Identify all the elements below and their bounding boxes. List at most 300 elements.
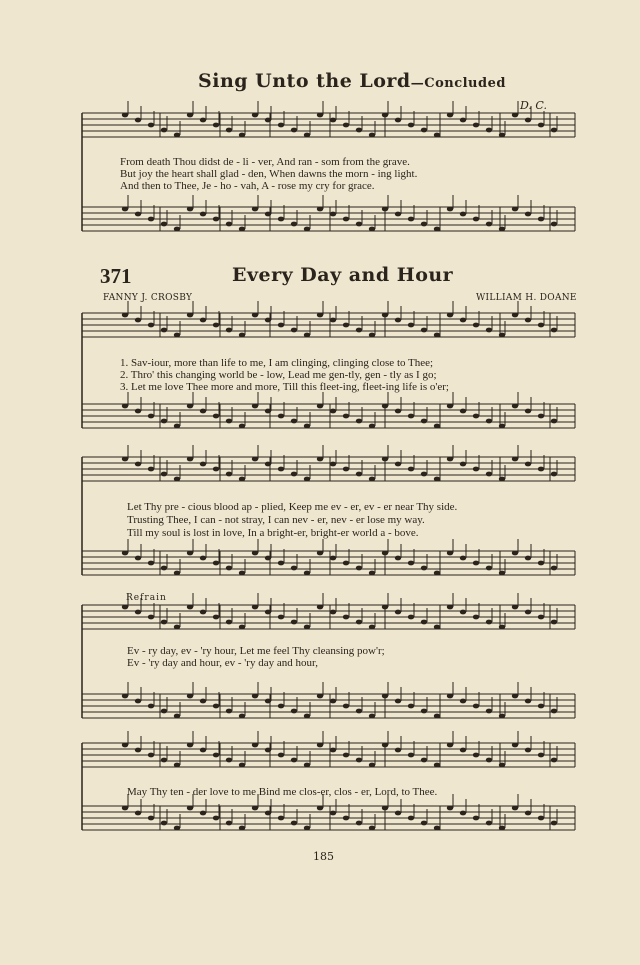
- note-head: [408, 615, 414, 620]
- note-head: [551, 472, 557, 477]
- note-head: [265, 699, 271, 704]
- note-head: [148, 753, 154, 758]
- note-head: [395, 318, 401, 323]
- note-head: [330, 699, 336, 704]
- verse2-line-2: Trusting Thee, I can - not stray, I can nev - er, nev - er lose my way.: [127, 514, 425, 526]
- note-head: [265, 118, 271, 123]
- note-head: [343, 816, 349, 821]
- note-head: [421, 419, 427, 424]
- note-head: [447, 404, 453, 409]
- note-head: [278, 323, 284, 328]
- note-head: [460, 610, 466, 615]
- note-head: [265, 409, 271, 414]
- note-head: [226, 419, 232, 424]
- note-head: [499, 424, 505, 429]
- note-head: [330, 811, 336, 816]
- note-head: [343, 123, 349, 128]
- note-head: [239, 333, 245, 338]
- note-head: [304, 477, 310, 482]
- note-head: [304, 424, 310, 429]
- note-head: [395, 409, 401, 414]
- note-head: [330, 118, 336, 123]
- note-head: [148, 467, 154, 472]
- note-head: [473, 123, 479, 128]
- note-head: [135, 212, 141, 217]
- note-head: [525, 610, 531, 615]
- note-head: [382, 694, 388, 699]
- note-head: [421, 821, 427, 826]
- note-head: [239, 625, 245, 630]
- note-head: [304, 227, 310, 232]
- note-head: [486, 222, 492, 227]
- note-head: [252, 743, 258, 748]
- note-head: [304, 133, 310, 138]
- note-head: [330, 409, 336, 414]
- note-head: [187, 605, 193, 610]
- note-head: [330, 212, 336, 217]
- note-head: [291, 566, 297, 571]
- note-head: [174, 227, 180, 232]
- note-head: [148, 123, 154, 128]
- note-head: [122, 551, 128, 556]
- note-head: [200, 409, 206, 414]
- note-head: [187, 806, 193, 811]
- note-head: [330, 318, 336, 323]
- note-head: [226, 709, 232, 714]
- note-head: [538, 615, 544, 620]
- note-head: [278, 414, 284, 419]
- note-head: [421, 709, 427, 714]
- note-head: [499, 826, 505, 831]
- note-head: [200, 811, 206, 816]
- note-head: [304, 333, 310, 338]
- note-head: [291, 472, 297, 477]
- note-head: [161, 758, 167, 763]
- note-head: [226, 128, 232, 133]
- note-head: [447, 207, 453, 212]
- note-head: [343, 753, 349, 758]
- note-head: [395, 556, 401, 561]
- note-head: [161, 328, 167, 333]
- note-head: [213, 123, 219, 128]
- note-head: [382, 605, 388, 610]
- note-head: [148, 414, 154, 419]
- note-head: [538, 217, 544, 222]
- note-head: [291, 222, 297, 227]
- note-head: [356, 472, 362, 477]
- note-head: [252, 457, 258, 462]
- note-head: [200, 212, 206, 217]
- note-head: [408, 217, 414, 222]
- note-head: [265, 556, 271, 561]
- note-head: [538, 123, 544, 128]
- note-head: [148, 561, 154, 566]
- note-head: [499, 477, 505, 482]
- note-head: [395, 462, 401, 467]
- note-head: [174, 826, 180, 831]
- refrain-label: Refrain: [126, 593, 167, 603]
- note-head: [226, 620, 232, 625]
- hymn-number: 371: [100, 264, 132, 288]
- note-head: [460, 118, 466, 123]
- note-head: [213, 615, 219, 620]
- note-head: [226, 566, 232, 571]
- note-head: [252, 113, 258, 118]
- note-head: [395, 699, 401, 704]
- note-head: [356, 128, 362, 133]
- note-head: [343, 217, 349, 222]
- note-head: [187, 207, 193, 212]
- note-head: [291, 328, 297, 333]
- note-head: [356, 222, 362, 227]
- note-head: [525, 811, 531, 816]
- note-head: [525, 556, 531, 561]
- note-head: [421, 472, 427, 477]
- note-head: [278, 561, 284, 566]
- note-head: [187, 113, 193, 118]
- note-head: [135, 556, 141, 561]
- note-head: [226, 758, 232, 763]
- note-head: [486, 758, 492, 763]
- note-head: [382, 404, 388, 409]
- note-head: [382, 313, 388, 318]
- note-head: [317, 551, 323, 556]
- note-head: [174, 625, 180, 630]
- note-head: [304, 625, 310, 630]
- verse1-line-3: 3. Let me love Thee more and more, Till this fleet-ing, fleet-ing life is o'er;: [120, 381, 449, 393]
- note-head: [174, 714, 180, 719]
- note-head: [369, 333, 375, 338]
- note-head: [460, 318, 466, 323]
- note-head: [161, 419, 167, 424]
- note-head: [499, 763, 505, 768]
- note-head: [200, 748, 206, 753]
- note-head: [408, 704, 414, 709]
- note-head: [239, 227, 245, 232]
- note-head: [408, 414, 414, 419]
- verse2-line-1: Let Thy pre - cious blood ap - plied, Keep me ev - er, ev - er near Thy side.: [127, 501, 458, 513]
- prev-lyric-line-2: But joy the heart shall glad - den, When dawns the morn - ing light.: [120, 168, 418, 180]
- note-head: [369, 763, 375, 768]
- note-head: [369, 625, 375, 630]
- note-head: [408, 816, 414, 821]
- note-head: [122, 457, 128, 462]
- prev-lyric-line-3: And then to Thee, Je - ho - vah, A - rose my cry for grace.: [120, 180, 375, 192]
- note-head: [343, 323, 349, 328]
- note-head: [330, 462, 336, 467]
- note-head: [213, 414, 219, 419]
- note-head: [265, 212, 271, 217]
- note-head: [473, 467, 479, 472]
- note-head: [512, 605, 518, 610]
- note-head: [434, 477, 440, 482]
- note-head: [473, 704, 479, 709]
- note-head: [512, 694, 518, 699]
- note-head: [239, 763, 245, 768]
- note-head: [486, 419, 492, 424]
- previous-hymn-title: [198, 70, 506, 92]
- refrain-line-3: May Thy ten - der love to me Bind me clos-er, clos - er, Lord, to Thee.: [127, 786, 438, 798]
- note-head: [265, 610, 271, 615]
- note-head: [200, 318, 206, 323]
- note-head: [447, 806, 453, 811]
- note-head: [434, 133, 440, 138]
- note-head: [148, 323, 154, 328]
- note-head: [499, 227, 505, 232]
- hymn-title: Every Day and Hour: [232, 264, 454, 286]
- note-head: [200, 462, 206, 467]
- note-head: [473, 414, 479, 419]
- note-head: [486, 472, 492, 477]
- note-head: [447, 551, 453, 556]
- previous-hymn-title-main: Sing Unto the Lord: [198, 70, 411, 92]
- note-head: [486, 128, 492, 133]
- note-head: [135, 748, 141, 753]
- note-head: [343, 615, 349, 620]
- note-head: [343, 414, 349, 419]
- note-head: [122, 404, 128, 409]
- note-head: [135, 409, 141, 414]
- note-head: [174, 333, 180, 338]
- note-head: [330, 556, 336, 561]
- note-head: [473, 561, 479, 566]
- note-head: [317, 743, 323, 748]
- note-head: [512, 806, 518, 811]
- note-head: [317, 694, 323, 699]
- note-head: [395, 212, 401, 217]
- note-head: [265, 462, 271, 467]
- note-head: [148, 816, 154, 821]
- note-head: [187, 457, 193, 462]
- note-head: [330, 610, 336, 615]
- note-head: [317, 605, 323, 610]
- note-head: [382, 457, 388, 462]
- note-head: [317, 457, 323, 462]
- note-head: [460, 556, 466, 561]
- note-head: [447, 457, 453, 462]
- note-head: [434, 571, 440, 576]
- note-head: [252, 694, 258, 699]
- note-head: [408, 467, 414, 472]
- note-head: [421, 128, 427, 133]
- note-head: [343, 561, 349, 566]
- note-head: [187, 551, 193, 556]
- note-head: [447, 113, 453, 118]
- note-head: [135, 610, 141, 615]
- refrain-line-1: Ev - ry day, ev - 'ry hour, Let me feel Thy cleansing pow'r;: [127, 645, 385, 657]
- note-head: [252, 207, 258, 212]
- composer: WILLIAM H. DOANE: [476, 293, 577, 303]
- note-head: [213, 323, 219, 328]
- note-head: [408, 323, 414, 328]
- note-head: [213, 753, 219, 758]
- note-head: [187, 694, 193, 699]
- note-head: [148, 615, 154, 620]
- note-head: [356, 821, 362, 826]
- note-head: [161, 128, 167, 133]
- note-head: [512, 207, 518, 212]
- note-head: [356, 709, 362, 714]
- note-head: [278, 704, 284, 709]
- note-head: [538, 561, 544, 566]
- lyricist: FANNY J. CROSBY: [103, 293, 193, 303]
- note-head: [278, 467, 284, 472]
- previous-hymn-title-suffix: —Concluded: [410, 76, 506, 91]
- note-head: [512, 404, 518, 409]
- note-head: [421, 758, 427, 763]
- note-head: [486, 328, 492, 333]
- note-head: [525, 409, 531, 414]
- note-head: [421, 566, 427, 571]
- note-head: [291, 620, 297, 625]
- note-head: [538, 704, 544, 709]
- note-head: [369, 424, 375, 429]
- note-head: [551, 128, 557, 133]
- note-head: [278, 615, 284, 620]
- note-head: [213, 816, 219, 821]
- note-head: [551, 419, 557, 424]
- note-head: [226, 472, 232, 477]
- note-head: [252, 313, 258, 318]
- note-head: [408, 561, 414, 566]
- note-head: [525, 212, 531, 217]
- note-head: [174, 477, 180, 482]
- note-head: [356, 758, 362, 763]
- note-head: [551, 620, 557, 625]
- note-head: [161, 821, 167, 826]
- note-head: [187, 743, 193, 748]
- note-head: [382, 207, 388, 212]
- note-head: [200, 610, 206, 615]
- note-head: [226, 222, 232, 227]
- prev-lyric-line-1: From death Thou didst de - li - ver, And ran - som from the grave.: [120, 156, 410, 168]
- note-head: [525, 462, 531, 467]
- page-number: 185: [313, 850, 334, 863]
- note-head: [148, 217, 154, 222]
- note-head: [200, 118, 206, 123]
- note-head: [135, 318, 141, 323]
- note-head: [382, 113, 388, 118]
- note-head: [369, 826, 375, 831]
- note-head: [226, 821, 232, 826]
- note-head: [187, 404, 193, 409]
- note-head: [538, 816, 544, 821]
- note-head: [291, 709, 297, 714]
- note-head: [421, 222, 427, 227]
- note-head: [343, 467, 349, 472]
- note-head: [317, 207, 323, 212]
- note-head: [122, 605, 128, 610]
- note-head: [213, 467, 219, 472]
- note-head: [395, 811, 401, 816]
- note-head: [512, 457, 518, 462]
- note-head: [460, 811, 466, 816]
- note-head: [278, 816, 284, 821]
- note-head: [551, 709, 557, 714]
- note-head: [239, 826, 245, 831]
- note-head: [369, 714, 375, 719]
- note-head: [499, 625, 505, 630]
- note-head: [551, 566, 557, 571]
- note-head: [434, 424, 440, 429]
- note-head: [161, 709, 167, 714]
- note-head: [499, 714, 505, 719]
- note-head: [122, 313, 128, 318]
- note-head: [525, 318, 531, 323]
- note-head: [551, 821, 557, 826]
- note-head: [369, 133, 375, 138]
- note-head: [161, 222, 167, 227]
- note-head: [369, 227, 375, 232]
- note-head: [538, 753, 544, 758]
- note-head: [473, 217, 479, 222]
- note-head: [447, 605, 453, 610]
- note-head: [239, 424, 245, 429]
- note-head: [252, 605, 258, 610]
- note-head: [135, 811, 141, 816]
- note-head: [460, 748, 466, 753]
- note-head: [135, 118, 141, 123]
- note-head: [447, 743, 453, 748]
- note-head: [512, 551, 518, 556]
- note-head: [304, 571, 310, 576]
- note-head: [460, 212, 466, 217]
- note-head: [174, 763, 180, 768]
- note-head: [434, 333, 440, 338]
- note-head: [421, 328, 427, 333]
- note-head: [213, 704, 219, 709]
- note-head: [278, 217, 284, 222]
- note-head: [317, 806, 323, 811]
- note-head: [408, 123, 414, 128]
- note-head: [434, 625, 440, 630]
- note-head: [265, 811, 271, 816]
- note-head: [486, 566, 492, 571]
- note-head: [525, 748, 531, 753]
- note-head: [486, 620, 492, 625]
- note-head: [395, 118, 401, 123]
- note-head: [460, 699, 466, 704]
- note-head: [317, 404, 323, 409]
- dc-mark: D. C.: [520, 99, 547, 112]
- note-head: [356, 566, 362, 571]
- note-head: [395, 748, 401, 753]
- note-head: [499, 571, 505, 576]
- verse1-line-1: 1. Sav-iour, more than life to me, I am clinging, clinging close to Thee;: [120, 357, 434, 369]
- note-head: [512, 743, 518, 748]
- note-head: [538, 467, 544, 472]
- note-head: [265, 318, 271, 323]
- note-head: [460, 462, 466, 467]
- note-head: [252, 551, 258, 556]
- note-head: [408, 753, 414, 758]
- note-head: [252, 806, 258, 811]
- note-head: [512, 113, 518, 118]
- note-head: [122, 743, 128, 748]
- note-head: [356, 328, 362, 333]
- note-head: [421, 620, 427, 625]
- note-head: [343, 704, 349, 709]
- note-head: [291, 821, 297, 826]
- note-head: [213, 217, 219, 222]
- note-head: [395, 610, 401, 615]
- note-head: [122, 113, 128, 118]
- note-head: [317, 113, 323, 118]
- note-head: [291, 758, 297, 763]
- note-head: [434, 826, 440, 831]
- note-head: [447, 694, 453, 699]
- note-head: [434, 227, 440, 232]
